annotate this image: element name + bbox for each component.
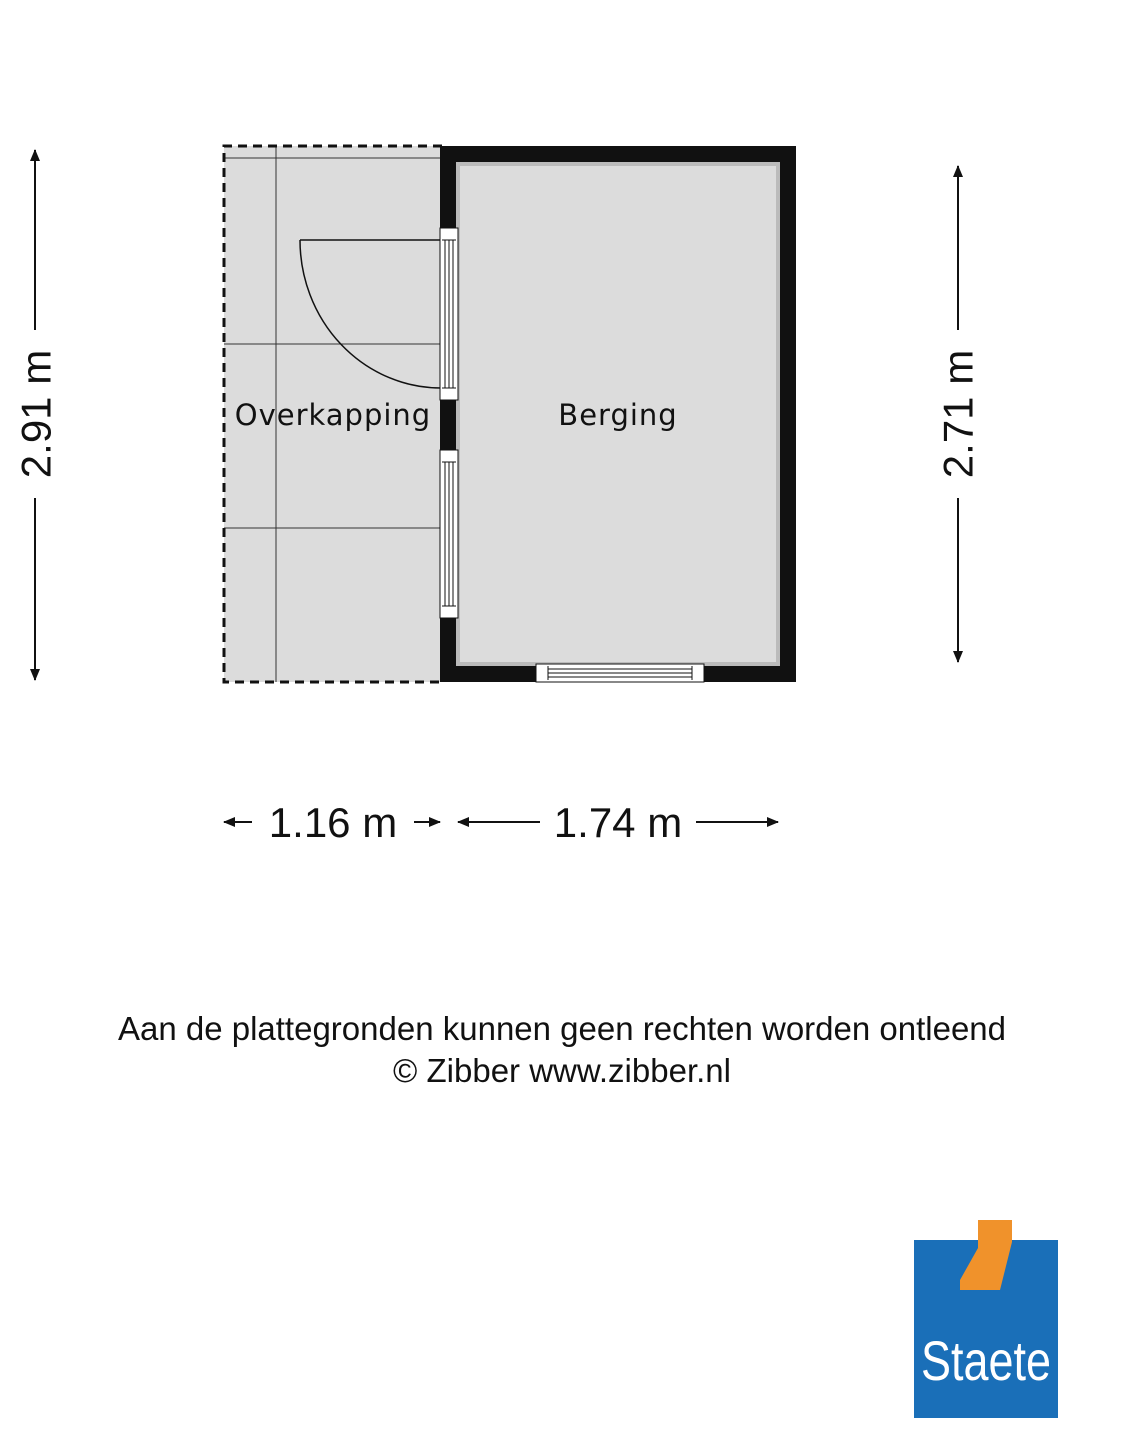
window-left-wall (440, 450, 458, 618)
dimension-right-height (935, 166, 982, 662)
door-opening (440, 228, 458, 400)
dimension-label-width-berging: 1.74 m (553, 799, 683, 846)
dimension-width-overkapping (224, 799, 440, 846)
staete-logo (914, 1220, 1058, 1418)
dimension-left-height (13, 150, 60, 680)
dimension-label-left-height: 2.91 m (12, 349, 60, 479)
disclaimer-line-2: © Zibber www.zibber.nl (393, 1052, 731, 1089)
window-bottom-wall (536, 664, 704, 682)
room-label-berging: Berging (558, 398, 678, 432)
dimension-width-berging (458, 799, 778, 846)
room-label-overkapping: Overkapping (234, 398, 432, 432)
logo-text: Staete (921, 1329, 1051, 1392)
dimension-label-width-overkapping: 1.16 m (268, 799, 398, 846)
dimension-label-right-height: 2.71 m (934, 349, 982, 479)
disclaimer-line-1: Aan de plattegronden kunnen geen rechten worden ontleend (117, 1010, 1007, 1047)
